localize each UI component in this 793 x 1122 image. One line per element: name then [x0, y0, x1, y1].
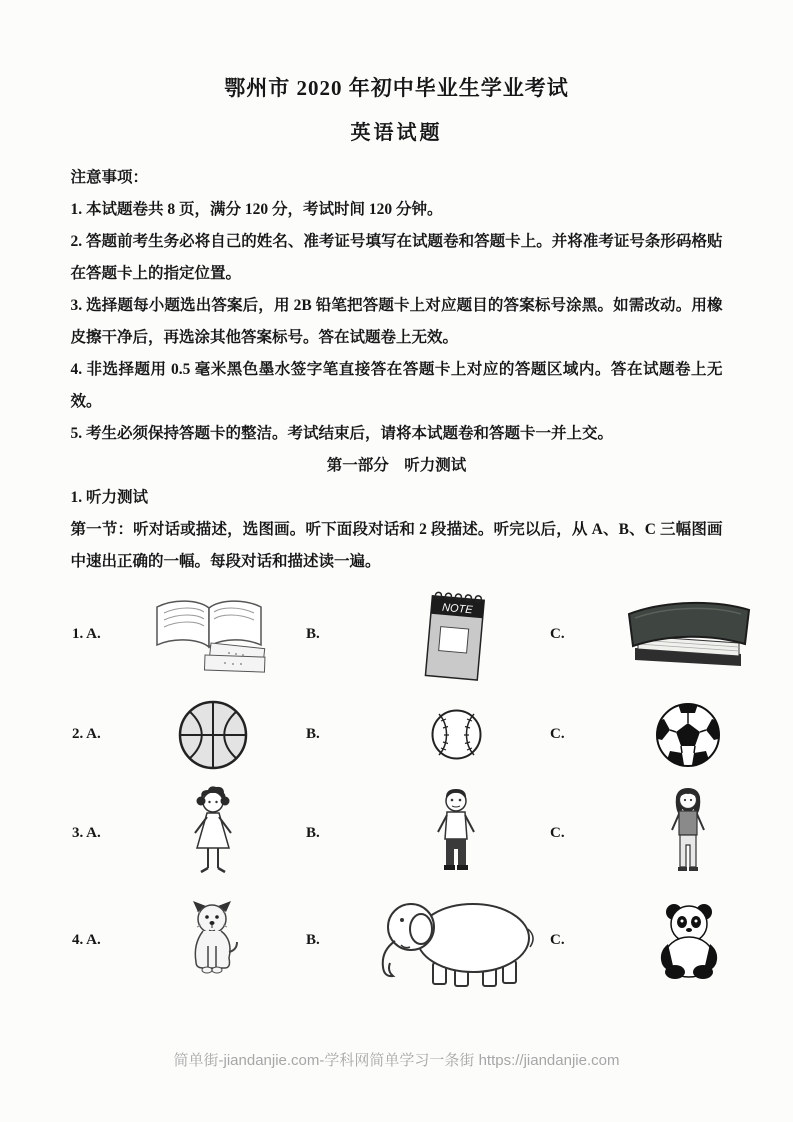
option-label-4c: C.	[550, 931, 565, 948]
note-item-2: 2. 答题前考生务必将自己的姓名、准考证号填写在试题卷和答题卡上。并将准考证号条形码格贴在答题卡上的指定位置。	[70, 232, 723, 282]
woman-image	[602, 787, 774, 879]
hardcover-book-image	[602, 592, 774, 677]
option-label-2c: C.	[550, 726, 565, 743]
listening-instructions: 第一节：听对话或描述，选图画。听下面段对话和 2 段描述。听完以后，从 A、B、C 三幅图画中速出正确的一幅。每段对话和描述读一遍。	[70, 520, 723, 570]
soccer-ball-image	[602, 701, 774, 769]
elephant-image	[362, 893, 550, 988]
question-row-1	[0, 586, 793, 684]
option-label-3c: C.	[550, 824, 565, 841]
option-label-3b: B.	[306, 824, 320, 841]
note-item-4: 4. 非选择题用 0.5 毫米黑色墨水签字笔直接答在答题卡上对应的答题区域内。答在试题卷上无效。	[70, 360, 723, 410]
exam-instructions-block	[71, 162, 723, 578]
listening-picture-options	[0, 586, 793, 988]
option-label-1c: C.	[550, 626, 565, 643]
girl-image	[120, 786, 306, 881]
option-label-1b: B.	[306, 626, 320, 643]
section-header: 第一部分 听力测试	[326, 456, 467, 474]
note-item-3: 3. 选择题每小题选出答案后，用 2B 铅笔把答题卡上对应题目的答案标号涂黑。如需改动。用橡皮擦干净后，再选涂其他答案标号。答在试题卷上无效。	[70, 296, 723, 346]
notes-heading: 注意事项：	[70, 168, 149, 186]
option-label-1a: 1. A.	[72, 626, 101, 643]
basketball-image	[120, 698, 306, 772]
note-item-1: 1. 本试题卷共 8 页，满分 120 分，考试时间 120 分钟。	[70, 200, 443, 218]
page-subtitle: 英语试题	[350, 122, 443, 145]
option-label-4b: B.	[306, 931, 320, 948]
footer-watermark: 简单街-jiandanjie.com-学科网简单学习一条街 https://jiandanjie.com	[173, 1052, 620, 1069]
open-book-image	[120, 595, 306, 675]
page-title: 鄂州市 2020 年初中毕业生学业考试	[224, 76, 569, 101]
question-row-2	[0, 698, 793, 772]
option-label-3a: 3. A.	[72, 824, 101, 841]
note-item-5: 5. 考生必须保持答题卡的整洁。考试结束后，请将本试题卷和答题卡一并上交。	[70, 424, 614, 442]
option-label-2a: 2. A.	[72, 726, 101, 743]
option-label-2b: B.	[306, 726, 320, 743]
baseball-image	[362, 707, 550, 762]
question-row-4	[0, 893, 793, 988]
panda-image	[602, 900, 774, 980]
notebook-image	[362, 586, 550, 684]
question-row-3	[0, 786, 793, 881]
svg-text:NOTE: NOTE	[441, 601, 474, 617]
dog-image	[120, 900, 306, 980]
listening-title: 1. 听力测试	[70, 488, 149, 506]
option-label-4a: 4. A.	[72, 931, 101, 948]
man-image	[362, 787, 550, 879]
